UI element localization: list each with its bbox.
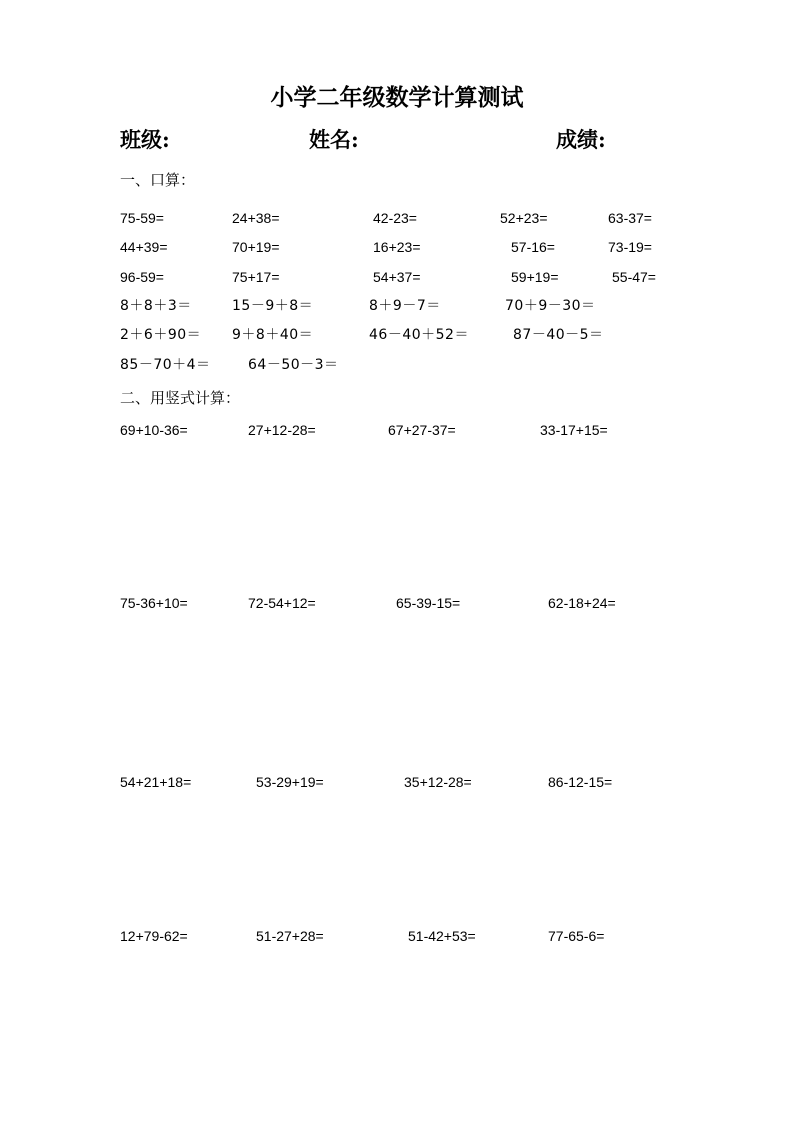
vertical-problem: 54+21+18=	[120, 774, 192, 790]
page-title: 小学二年级数学计算测试	[270, 84, 524, 111]
vertical-problem: 72-54+12=	[248, 595, 316, 611]
vertical-problem: 12+79-62=	[120, 928, 188, 944]
vertical-problem: 53-29+19=	[256, 774, 324, 790]
oral-problem: 52+23=	[500, 210, 548, 226]
oral-problem: 2＋6＋90＝	[120, 327, 202, 343]
vertical-problem: 51-27+28=	[256, 928, 324, 944]
vertical-problem: 62-18+24=	[548, 595, 616, 611]
oral-problem: 85－70＋4＝	[120, 357, 211, 373]
oral-problem: 64－50－3＝	[248, 357, 339, 373]
oral-problem: 73-19=	[608, 239, 652, 255]
oral-problem: 57-16=	[511, 239, 555, 255]
oral-problem: 24+38=	[232, 210, 280, 226]
oral-problem: 42-23=	[373, 210, 417, 226]
oral-problem: 70＋9－30＝	[505, 298, 596, 314]
section-1-heading: 一、口算：	[120, 171, 196, 189]
vertical-problem: 69+10-36=	[120, 422, 188, 438]
oral-problem: 54+37=	[373, 269, 421, 285]
oral-problem: 75-59=	[120, 210, 164, 226]
vertical-problem: 86-12-15=	[548, 774, 613, 790]
oral-problem: 9＋8＋40＝	[232, 327, 314, 343]
oral-problem: 63-37=	[608, 210, 652, 226]
class-label: 班级:	[120, 127, 170, 152]
oral-problem: 59+19=	[511, 269, 559, 285]
oral-problem: 87－40－5＝	[513, 327, 604, 343]
vertical-problem: 27+12-28=	[248, 422, 316, 438]
oral-problem: 8＋8＋3＝	[120, 298, 192, 314]
oral-problem: 44+39=	[120, 239, 168, 255]
vertical-problem: 35+12-28=	[404, 774, 472, 790]
vertical-problem: 65-39-15=	[396, 595, 461, 611]
oral-problem: 70+19=	[232, 239, 280, 255]
name-label: 姓名:	[309, 127, 359, 152]
oral-problem: 75+17=	[232, 269, 280, 285]
oral-problem: 15－9＋8＝	[232, 298, 314, 314]
oral-problem: 8＋9－7＝	[369, 298, 441, 314]
vertical-problem: 67+27-37=	[388, 422, 456, 438]
oral-problem: 55-47=	[612, 269, 656, 285]
oral-problem: 16+23=	[373, 239, 421, 255]
vertical-problem: 51-42+53=	[408, 928, 476, 944]
section-2-heading: 二、用竖式计算：	[120, 389, 241, 407]
oral-problem: 96-59=	[120, 269, 164, 285]
vertical-problem: 75-36+10=	[120, 595, 188, 611]
vertical-problem: 33-17+15=	[540, 422, 608, 438]
oral-problem: 46－40＋52＝	[369, 327, 469, 343]
score-label: 成绩:	[556, 127, 606, 152]
vertical-problem: 77-65-6=	[548, 928, 605, 944]
